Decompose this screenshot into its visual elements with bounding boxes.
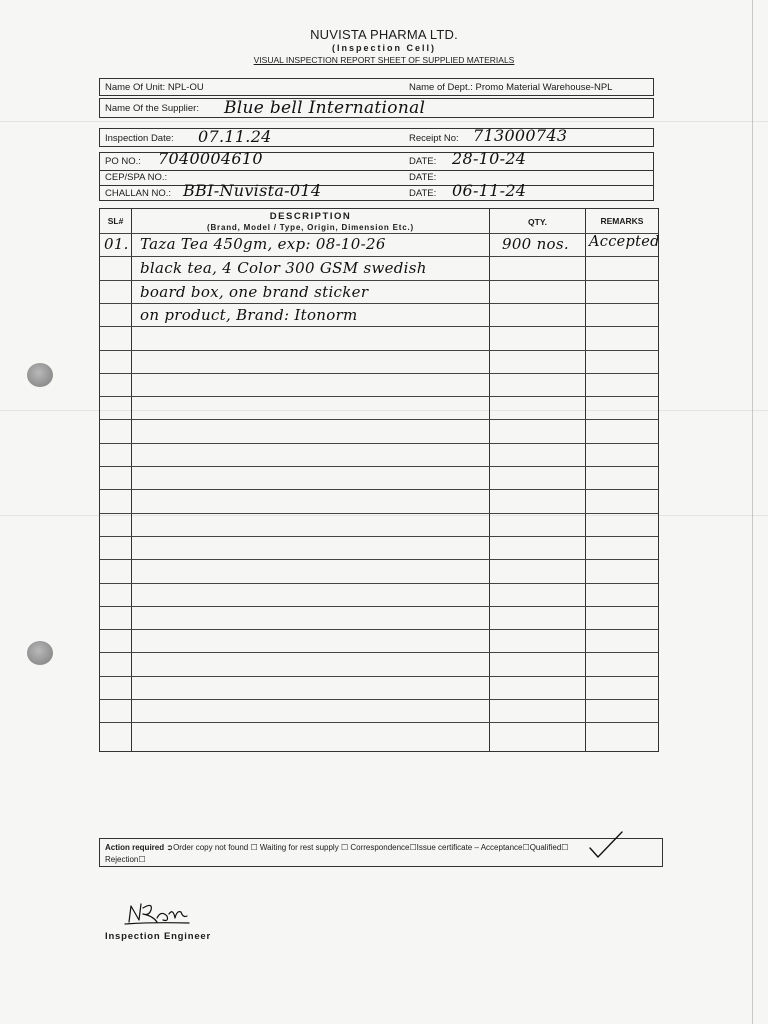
inspection-engineer-label: Inspection Engineer (105, 931, 211, 942)
table-row-line (100, 629, 658, 630)
action-rejection: Rejection (105, 855, 139, 864)
page-edge (752, 0, 753, 1024)
report-title: VISUAL INSPECTION REPORT SHEET OF SUPPLIED MATERIALS (253, 55, 515, 65)
action-waiting: Waiting for rest supply (259, 843, 339, 852)
supplier-label: Name Of the Supplier: (105, 103, 199, 114)
checkbox-rejection[interactable]: ☐ (138, 855, 146, 864)
po-label: PO NO.: (105, 156, 141, 167)
action-required-box (99, 838, 663, 867)
po-date-value: 28-10-24 (452, 149, 527, 168)
table-row-line (100, 513, 658, 514)
dept-label: Name of Dept.: Promo Material Warehouse-NPL (409, 82, 613, 93)
description-header-sub: (Brand, Model / Type, Origin, Dimension Etc.) (207, 223, 414, 232)
table-row-line (100, 489, 658, 490)
checkbox-qualified[interactable]: ☐ (561, 843, 569, 852)
entry-line-3: board box, one brand sticker (140, 283, 369, 301)
table-row-line (100, 583, 658, 584)
qty-header: QTY. (528, 217, 547, 227)
cep-label: CEP/SPA NO.: (105, 172, 168, 183)
table-row-line (100, 606, 658, 607)
table-row-line (100, 559, 658, 560)
action-acceptance: Issue certificate – Acceptance (416, 843, 523, 852)
unit-label: Name Of Unit: NPL-OU (105, 82, 204, 93)
items-table (99, 208, 659, 752)
entry-line-4: on product, Brand: Itonorm (140, 306, 358, 324)
entry-qty: 900 nos. (502, 235, 569, 253)
company-name: NUVISTA PHARMA LTD. (310, 27, 458, 42)
table-row-line (100, 419, 658, 420)
punch-hole (27, 363, 53, 387)
receipt-label: Receipt No: (409, 133, 459, 144)
table-row-line (100, 256, 658, 257)
po-cep-challan-block (99, 149, 654, 201)
challan-date-value: 06-11-24 (452, 181, 527, 200)
entry-remarks: Accepted (589, 234, 660, 250)
signature-mark (123, 898, 193, 930)
table-row-line (100, 280, 658, 281)
table-row-line (100, 676, 658, 677)
checkbox-correspondence[interactable]: ☐ (409, 843, 417, 852)
entry-line-1: Taza Tea 450gm, exp: 08-10-26 (140, 235, 386, 253)
action-label: Action required (105, 843, 165, 852)
table-row-line (100, 443, 658, 444)
sl-header: SL# (107, 216, 124, 226)
table-row-line (100, 536, 658, 537)
checkmark-icon (588, 830, 628, 860)
challan-value: BBI-Nuvista-014 (183, 181, 322, 200)
action-qualified: Qualified (529, 843, 562, 852)
table-row-line (100, 233, 658, 234)
table-row-line (100, 326, 658, 327)
table-row-line (100, 350, 658, 351)
challan-label: CHALLAN NO.: (105, 188, 171, 199)
punch-hole (27, 641, 53, 665)
unit-dept-row (99, 78, 654, 96)
description-header-title: DESCRIPTION (269, 211, 352, 222)
checkbox-waiting[interactable]: ☐ (340, 843, 349, 852)
po-date-label: DATE: (409, 156, 437, 167)
checkbox-order-copy[interactable]: ☐ (250, 843, 258, 852)
action-order-copy: Order copy not found (173, 843, 249, 852)
inspection-receipt-row (99, 128, 654, 147)
inspection-cell-label: (Inspection Cell) (331, 43, 436, 53)
supplier-row (99, 98, 654, 118)
arrow-icon: ➲ (166, 843, 174, 852)
challan-date-label: DATE: (409, 188, 437, 199)
entry-sl: 01. (104, 235, 129, 253)
scan-artifact-line (0, 121, 768, 122)
description-header (132, 209, 489, 233)
entry-line-2: black tea, 4 Color 300 GSM swedish (140, 259, 427, 277)
table-row-line (100, 303, 658, 304)
table-row-line (100, 652, 658, 653)
inspection-date-value: 07.11.24 (198, 127, 272, 146)
receipt-value: 713000743 (473, 126, 568, 145)
table-row-line (100, 373, 658, 374)
inspection-date-label: Inspection Date: (105, 133, 174, 144)
supplier-value: Blue bell International (224, 98, 426, 118)
action-correspondence: Correspondence (350, 843, 410, 852)
table-row-line (100, 722, 658, 723)
po-value: 7040004610 (158, 149, 263, 168)
table-row-line (100, 699, 658, 700)
remarks-header: REMARKS (600, 216, 644, 226)
table-row-line (100, 466, 658, 467)
cep-date-label: DATE: (409, 172, 437, 183)
checkbox-acceptance[interactable]: ☐ (522, 843, 530, 852)
table-row-line (100, 396, 658, 397)
